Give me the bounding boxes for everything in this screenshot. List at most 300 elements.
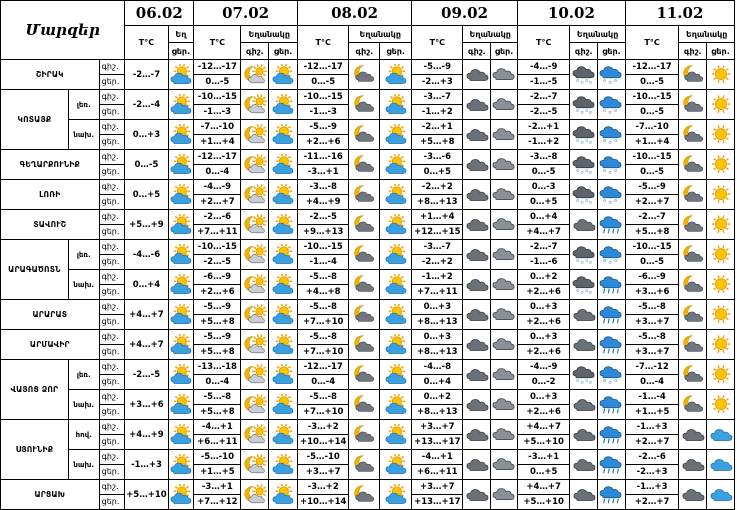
temp-night: -5…-10	[194, 450, 241, 465]
night-label: գիշ.	[99, 420, 125, 435]
temp-day: -2…+3	[412, 75, 463, 90]
weather-night-cell	[241, 180, 269, 210]
temp-night: -2…+1	[517, 120, 569, 135]
temp-night: -3…-6	[412, 150, 463, 165]
moon-icon	[243, 94, 267, 116]
temp-day: +2…+7	[625, 195, 678, 210]
weather-night-cell	[463, 270, 491, 300]
cloud-icon	[572, 304, 596, 326]
night-label: գիշ.	[99, 150, 125, 165]
temp-header: T°C	[412, 26, 463, 60]
cloud-icon	[572, 424, 596, 446]
temp-night: -5…-9	[625, 180, 678, 195]
weather-night-cell	[679, 420, 707, 450]
weather-night-cell	[679, 180, 707, 210]
weather-night-cell	[463, 420, 491, 450]
forecast-row	[1, 450, 735, 465]
temp-night: -10…-15	[625, 90, 678, 105]
weather-night-cell	[241, 390, 269, 420]
weather-night-cell	[349, 180, 380, 210]
weather-cell	[168, 180, 194, 210]
cloud-s-icon	[492, 274, 516, 296]
temp-day: 0…-5	[517, 165, 569, 180]
weather-day-cell	[598, 240, 626, 270]
temp-night: -2…-5	[298, 210, 349, 225]
temp-night: -7…-10	[194, 120, 241, 135]
cloud-icon	[572, 454, 596, 476]
temp-day: +5…+8	[412, 135, 463, 150]
rain-icon	[599, 304, 623, 326]
moon-icon	[243, 64, 267, 86]
sun-cloud-icon	[271, 274, 295, 296]
sun-cloud-icon	[271, 424, 295, 446]
weather-day-cell	[707, 480, 735, 510]
sun-icon	[709, 64, 733, 86]
moon-cloud-icon	[352, 184, 376, 206]
temp-night: -5…-10	[298, 450, 349, 465]
weather-day-cell	[598, 360, 626, 390]
temp-day: +5…+10	[517, 495, 569, 510]
weather-night-cell	[349, 300, 380, 330]
temp-header: T°C	[125, 26, 168, 60]
temp-value: -2…-7	[125, 60, 168, 90]
weather-night-cell	[463, 480, 491, 510]
rain-cloud-icon	[709, 454, 733, 476]
weather-night-cell	[570, 210, 598, 240]
weather-night-cell	[679, 240, 707, 270]
temp-night: +1…+4	[412, 210, 463, 225]
moon-icon	[243, 214, 267, 236]
weather-night-cell	[463, 300, 491, 330]
weather-night-cell	[241, 360, 269, 390]
sun-cloud-icon	[271, 214, 295, 236]
weather-night-cell	[349, 270, 380, 300]
weather-night-cell	[241, 150, 269, 180]
temp-header: T°C	[298, 26, 349, 60]
weather-day-cell	[598, 120, 626, 150]
sub-region-name: հով.	[68, 420, 99, 450]
temp-night: 0…+3	[517, 330, 569, 345]
temp-night: +4…+7	[517, 420, 569, 435]
sub-region-name: նախ.	[68, 390, 99, 420]
forecast-row	[1, 180, 735, 195]
sun-icon	[709, 244, 733, 266]
temp-day: 0…+4	[412, 375, 463, 390]
temp-night: -2…+2	[412, 180, 463, 195]
snow-rain-icon	[599, 154, 623, 176]
date-header: 06.02	[125, 1, 194, 26]
temp-night: -1…-4	[625, 390, 678, 405]
rain-icon	[599, 424, 623, 446]
temp-night: -10…-15	[194, 90, 241, 105]
cloud-s-icon	[492, 184, 516, 206]
temp-day: +10…+14	[298, 435, 349, 450]
cloud-icon	[465, 184, 489, 206]
temp-day: +3…+7	[298, 465, 349, 480]
day-header: ցեր.	[269, 43, 298, 60]
sun-cloud-icon	[271, 484, 295, 506]
cloud-s-icon	[492, 244, 516, 266]
day-header: ցեր.	[707, 43, 735, 60]
weather-night-cell	[241, 90, 269, 120]
weather-night-cell	[679, 300, 707, 330]
night-label: գիշ.	[99, 120, 125, 135]
temp-night: -10…-15	[194, 240, 241, 255]
sun-cloud-icon	[384, 484, 408, 506]
snow-icon	[572, 94, 596, 116]
region-name: ՎԱՅՈՑ ՁՈՐ	[1, 360, 69, 420]
sun-icon	[709, 334, 733, 356]
weather-day-cell	[380, 180, 412, 210]
day-label: ցեր.	[99, 375, 125, 390]
temp-night: -5…-8	[625, 300, 678, 315]
cloud-s-icon	[492, 304, 516, 326]
forecast-row	[1, 390, 735, 405]
forecast-row	[1, 240, 735, 255]
weather-night-cell	[679, 390, 707, 420]
temp-night: -4…-9	[194, 180, 241, 195]
temp-day: 0…-4	[298, 375, 349, 390]
temp-night: 0…+3	[517, 390, 569, 405]
weather-night-cell	[679, 270, 707, 300]
temp-night: -6…-9	[625, 270, 678, 285]
snow-icon	[572, 154, 596, 176]
temp-day: 0…+5	[517, 465, 569, 480]
weather-day-cell	[491, 390, 518, 420]
region-name: ՇԻՐԱԿ	[1, 60, 100, 90]
cloud-icon	[465, 124, 489, 146]
temp-day: -1…-3	[298, 105, 349, 120]
date-header: 07.02	[194, 1, 298, 26]
weather-day-cell	[707, 420, 735, 450]
cloud-icon	[465, 154, 489, 176]
moon-cloud-icon	[681, 364, 705, 386]
weather-day-cell	[598, 60, 626, 90]
temp-night: -1…+3	[625, 420, 678, 435]
weather-night-cell	[570, 420, 598, 450]
temp-day: -2…-5	[194, 255, 241, 270]
weather-day-cell	[491, 360, 518, 390]
night-label: գիշ.	[99, 180, 125, 195]
weather-night-cell	[463, 240, 491, 270]
weather-day-cell	[707, 450, 735, 480]
cloud-icon	[465, 244, 489, 266]
day-label: ցեր.	[99, 495, 125, 510]
sun-cloud-icon	[271, 64, 295, 86]
temp-day: 0…-5	[194, 75, 241, 90]
night-header: գիշ.	[679, 43, 707, 60]
forecast-row	[1, 150, 735, 165]
temp-night: -3…-8	[517, 150, 569, 165]
weather-cell	[168, 330, 194, 360]
weather-night-cell	[570, 330, 598, 360]
forecast-row	[1, 330, 735, 345]
weather-day-cell	[269, 150, 298, 180]
moon-cloud-icon	[681, 64, 705, 86]
weather-day-cell	[491, 120, 518, 150]
weather-night-cell	[570, 300, 598, 330]
sun-cloud-icon	[271, 394, 295, 416]
temp-night: -4…+1	[412, 450, 463, 465]
sun-icon	[709, 184, 733, 206]
region-name: ՏԱՎՈՒՇ	[1, 210, 100, 240]
weather-day-cell	[707, 270, 735, 300]
weather-cell	[168, 60, 194, 90]
sun-icon	[709, 154, 733, 176]
cloud-icon	[465, 484, 489, 506]
weather-day-cell	[491, 240, 518, 270]
moon-cloud-icon	[681, 274, 705, 296]
cloud-icon	[465, 94, 489, 116]
weather-day-cell	[707, 390, 735, 420]
temp-day: +1…+5	[625, 405, 678, 420]
date-header: 09.02	[412, 1, 518, 26]
temp-day: +8…+13	[412, 195, 463, 210]
moon-cloud-icon	[352, 274, 376, 296]
weather-night-cell	[679, 480, 707, 510]
day-label: ցեր.	[99, 135, 125, 150]
temp-day: -2…-5	[517, 105, 569, 120]
temp-night: -12…-17	[625, 60, 678, 75]
night-label: գիշ.	[99, 270, 125, 285]
temp-day: +8…+13	[412, 315, 463, 330]
sun-cloud-icon	[169, 244, 193, 266]
cloud-icon	[465, 394, 489, 416]
rain-icon	[599, 454, 623, 476]
temp-day: 0…+5	[412, 165, 463, 180]
temp-day: -1…+2	[517, 135, 569, 150]
weather-night-cell	[570, 270, 598, 300]
cloud-s-icon	[492, 124, 516, 146]
weather-day-cell	[269, 390, 298, 420]
temp-value: 0…+3	[125, 120, 168, 150]
weather-night-cell	[570, 240, 598, 270]
weather-day-cell	[598, 330, 626, 360]
day-label: ցեր.	[99, 285, 125, 300]
temp-night: -12…-17	[298, 60, 349, 75]
cloud-icon	[465, 424, 489, 446]
temp-day: +4…+8	[298, 285, 349, 300]
moon-cloud-icon	[352, 454, 376, 476]
night-label: գիշ.	[99, 60, 125, 75]
weather-day-cell	[491, 300, 518, 330]
sun-cloud-icon	[169, 274, 193, 296]
temp-day: +5…+8	[194, 315, 241, 330]
snow-icon	[572, 64, 596, 86]
cloud-icon	[465, 274, 489, 296]
temp-value: +4…+9	[125, 420, 168, 450]
temp-day: +5…+8	[625, 225, 678, 240]
temp-day: +7…+11	[194, 225, 241, 240]
temp-night: 0…+3	[517, 300, 569, 315]
temp-day: +7…+10	[298, 315, 349, 330]
temp-night: +3…+7	[412, 420, 463, 435]
temp-night: -3…-7	[412, 90, 463, 105]
temp-night: 0…+3	[412, 300, 463, 315]
temp-day: 0…-4	[625, 375, 678, 390]
weather-day-cell	[380, 210, 412, 240]
weather-cell	[168, 360, 194, 390]
night-header: գիշ.	[570, 43, 598, 60]
temp-night: 0…+2	[412, 390, 463, 405]
weather-night-cell	[570, 60, 598, 90]
weather-day-cell	[380, 120, 412, 150]
forecast-body	[1, 60, 735, 510]
temp-night: -4…-9	[517, 60, 569, 75]
temp-night: -2…+1	[412, 120, 463, 135]
weather-day-cell	[380, 450, 412, 480]
rain-icon	[599, 214, 623, 236]
region-name: ԳԵՂԱՐՔՈՒՆԻՔ	[1, 150, 100, 180]
weather-night-cell	[349, 150, 380, 180]
cloud-icon	[572, 394, 596, 416]
night-label: գիշ.	[99, 450, 125, 465]
sun-cloud-icon	[384, 274, 408, 296]
forecast-row	[1, 90, 735, 105]
day-header: ցեր.	[380, 43, 412, 60]
snow-icon	[572, 244, 596, 266]
temp-night: -4…-8	[412, 360, 463, 375]
temp-day: -2…+2	[412, 255, 463, 270]
snow-rain-icon	[599, 124, 623, 146]
sun-cloud-icon	[384, 154, 408, 176]
moon-icon	[243, 304, 267, 326]
temp-night: -5…-8	[298, 270, 349, 285]
forecast-row	[1, 60, 735, 75]
table-title: Մարզեր	[1, 1, 125, 60]
weather-day-cell	[269, 90, 298, 120]
moon-cloud-icon	[681, 304, 705, 326]
cloud-s-icon	[492, 334, 516, 356]
temp-value: 0…+4	[125, 270, 168, 300]
temp-day: +7…+12	[194, 495, 241, 510]
weather-night-cell	[349, 480, 380, 510]
weather-day-cell	[707, 300, 735, 330]
rain-icon	[599, 334, 623, 356]
sun-cloud-icon	[271, 244, 295, 266]
temp-night: -6…-9	[194, 270, 241, 285]
temp-day: 0…-5	[298, 75, 349, 90]
weather-night-cell	[349, 330, 380, 360]
temp-day: +3…+7	[625, 315, 678, 330]
temp-day: +2…+7	[625, 495, 678, 510]
moon-icon	[243, 244, 267, 266]
weather-night-cell	[241, 480, 269, 510]
temp-day: +2…+6	[517, 405, 569, 420]
weather-night-cell	[570, 120, 598, 150]
snow-rain-icon	[599, 364, 623, 386]
weather-night-cell	[349, 90, 380, 120]
weather-cell	[168, 270, 194, 300]
cloud-icon	[572, 214, 596, 236]
temp-day: +2…+6	[517, 345, 569, 360]
sub-region-name: նախ.	[68, 120, 99, 150]
weather-night-cell	[463, 450, 491, 480]
sun-cloud-icon	[384, 124, 408, 146]
weather-night-cell	[241, 60, 269, 90]
cloud-icon	[681, 424, 705, 446]
weather-cell	[168, 300, 194, 330]
temp-day: +2…+6	[517, 285, 569, 300]
temp-day: -1…-6	[517, 255, 569, 270]
cloud-icon	[465, 334, 489, 356]
day-label: ցեր.	[99, 195, 125, 210]
weather-night-cell	[349, 390, 380, 420]
weather-day-cell	[707, 180, 735, 210]
weather-night-cell	[349, 420, 380, 450]
temp-day: +1…+5	[194, 465, 241, 480]
weather-day-cell	[598, 300, 626, 330]
weather-night-cell	[570, 150, 598, 180]
rain-icon	[599, 394, 623, 416]
sun-cloud-icon	[169, 454, 193, 476]
temp-day: 0…+5	[517, 195, 569, 210]
temp-night: -5…-9	[298, 120, 349, 135]
sun-cloud-icon	[384, 64, 408, 86]
sub-region-name: նախ.	[68, 450, 99, 480]
weather-day-cell	[707, 210, 735, 240]
weather-header: Եղանակը	[679, 26, 735, 43]
temp-night: -1…+2	[412, 270, 463, 285]
temp-day: +6…+11	[194, 435, 241, 450]
weather-night-cell	[241, 210, 269, 240]
day-label: ցեր.	[99, 435, 125, 450]
moon-cloud-icon	[352, 124, 376, 146]
weather-night-cell	[679, 360, 707, 390]
temp-night: -12…-17	[194, 60, 241, 75]
night-label: գիշ.	[99, 480, 125, 495]
rain-icon	[599, 274, 623, 296]
temp-night: -2…-6	[625, 450, 678, 465]
weather-night-cell	[349, 210, 380, 240]
weather-day-cell	[269, 300, 298, 330]
temp-night: -5…-9	[412, 60, 463, 75]
weather-night-cell	[463, 330, 491, 360]
night-label: գիշ.	[99, 300, 125, 315]
temp-night: -5…-8	[298, 390, 349, 405]
weather-night-cell	[570, 360, 598, 390]
sun-cloud-icon	[169, 184, 193, 206]
weather-day-cell	[269, 270, 298, 300]
weather-night-cell	[349, 120, 380, 150]
sun-cloud-icon	[169, 334, 193, 356]
weather-day-cell	[380, 330, 412, 360]
sun-cloud-icon	[271, 154, 295, 176]
moon-icon	[243, 364, 267, 386]
weather-day-cell	[269, 330, 298, 360]
sun-cloud-icon	[169, 364, 193, 386]
temp-night: +4…+7	[517, 480, 569, 495]
sun-icon	[709, 394, 733, 416]
weather-cell	[168, 90, 194, 120]
moon-icon	[243, 124, 267, 146]
temp-day: +7…+10	[298, 345, 349, 360]
weather-day-cell	[707, 90, 735, 120]
day-header: ցեր.	[491, 43, 518, 60]
weather-night-cell	[349, 240, 380, 270]
weather-day-cell	[491, 270, 518, 300]
temp-day: +3…+6	[625, 285, 678, 300]
moon-cloud-icon	[681, 394, 705, 416]
sun-cloud-icon	[271, 184, 295, 206]
sun-cloud-icon	[169, 214, 193, 236]
sun-cloud-icon	[384, 304, 408, 326]
moon-cloud-icon	[352, 214, 376, 236]
cloud-icon	[465, 454, 489, 476]
sun-cloud-icon	[169, 484, 193, 506]
temp-night: -3…+1	[517, 450, 569, 465]
weather-day-cell	[707, 120, 735, 150]
